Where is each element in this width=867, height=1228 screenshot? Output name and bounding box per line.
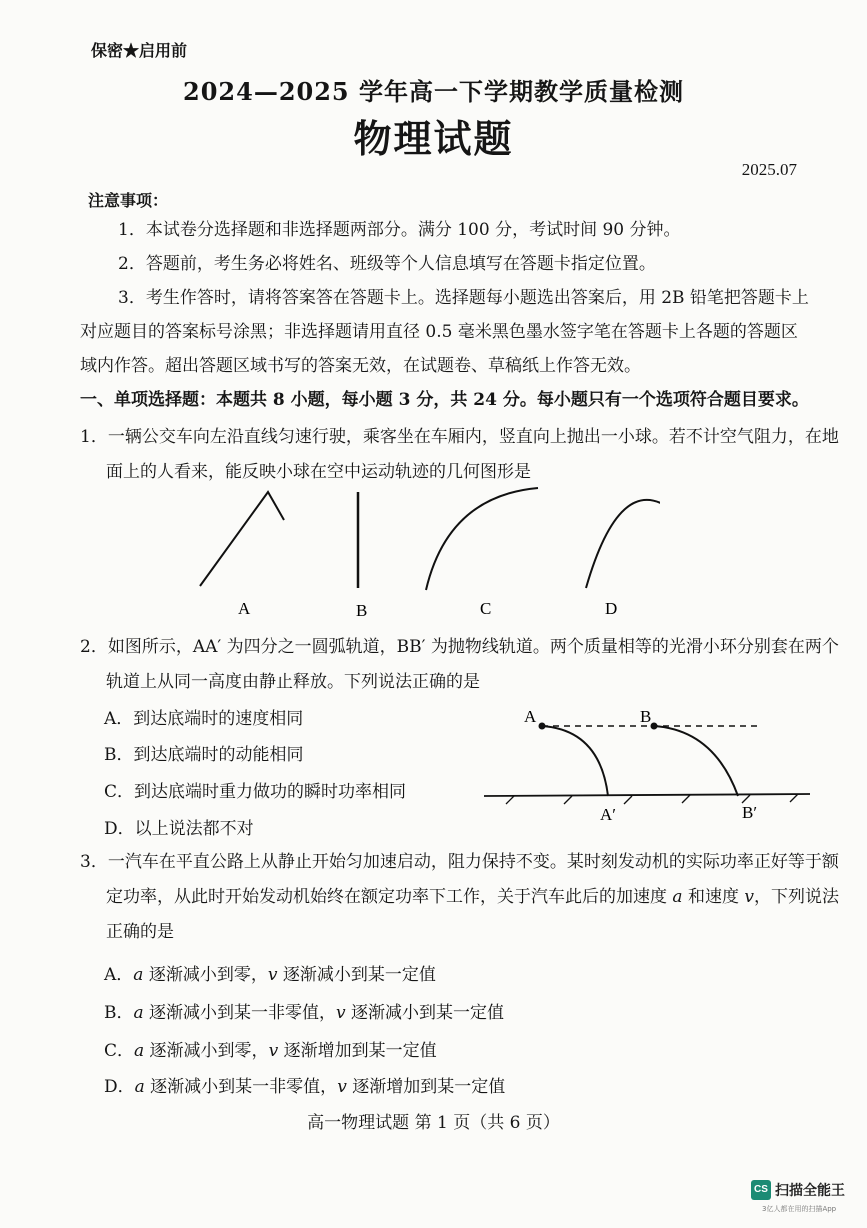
question-number: 1．	[80, 427, 108, 447]
option-d-figure	[586, 500, 660, 588]
option-a-figure	[200, 492, 284, 586]
q3-option-c: C．a 逐渐减小到零，v 逐渐增加到某一定值	[104, 1041, 437, 1061]
label-a-prime: A′	[600, 805, 616, 824]
camscanner-tagline: 3亿人都在用的扫描App	[762, 1205, 837, 1213]
parabola-track	[654, 726, 738, 796]
q2-option-a: A．到达底端时的速度相同	[104, 709, 304, 729]
question-text: 一汽车在平直公路上从静止开始匀加速启动，阻力保持不变。某时刻发动机的实际功率正好等于额定功率，从此时开始发动机始终在额定功率下工作，关于汽车此后的加速度 a 和速度 v，下列说法正确的是	[106, 852, 839, 942]
notice-heading: 注意事项：	[88, 191, 169, 210]
question-2	[80, 630, 841, 700]
camscanner-name: 扫描全能王	[775, 1183, 845, 1199]
notice-item-2: 2．答题前，考生务必将姓名、班级等个人信息填写在答题卡指定位置。	[118, 254, 656, 274]
section-heading: 一、单项选择题：本题共 8 小题，每小题 3 分，共 24 分。每小题只有一个选项符合题目要求。	[80, 390, 809, 410]
question-3	[80, 845, 841, 950]
notice-item-3: 3．考生作答时，请将答案答在答题卡上。选择题每小题选出答案后，用 2B 铅笔把答题卡上对应题目的答案标号涂黑；非选择题请用直径 0.5 毫米黑色墨水签字笔在答题卡上各题的答题区域内作答。超出答题区域书写的答案无效，在试题卷、草稿纸上作答无效。	[80, 288, 809, 376]
notice-item-1: 1．本试卷分选择题和非选择题两部分。满分 100 分，考试时间 90 分钟。	[118, 220, 681, 240]
q2-track-figure	[480, 700, 815, 830]
option-d-label: D	[605, 599, 618, 618]
q2-option-d: D．以上说法都不对	[104, 819, 254, 839]
exam-date: 2025.07	[741, 160, 797, 179]
label-b-prime: B′	[742, 803, 758, 822]
exam-title-subject: 物理试题	[353, 116, 514, 161]
ground-line	[484, 794, 810, 796]
page-footer: 高一物理试题 第 1 页（共 6 页）	[307, 1113, 560, 1133]
camscanner-logo-icon: CS	[751, 1180, 771, 1200]
q3-option-d: D．a 逐渐减小到某一非零值，v 逐渐增加到某一定值	[104, 1077, 506, 1097]
label-b: B	[640, 707, 652, 726]
question-text: 一辆公交车向左沿直线匀速行驶，乘客坐在车厢内，竖直向上抛出一小球。若不计空气阻力，在地面上的人看来，能反映小球在空中运动轨迹的几何图形是	[106, 427, 839, 482]
q2-option-c: C．到达底端时重力做功的瞬时功率相同	[104, 782, 407, 802]
ring-b	[651, 723, 658, 730]
question-number: 2．	[80, 637, 108, 657]
question-number: 3．	[80, 852, 108, 872]
option-c-label: C	[480, 599, 492, 618]
q3-option-b: B．a 逐渐减小到某一非零值，v 逐渐减小到某一定值	[104, 1003, 505, 1023]
confidential-mark: 保密★启用前	[91, 41, 188, 60]
option-a-label: A	[238, 599, 251, 618]
option-c-figure	[426, 488, 538, 590]
q3-option-a: A．a 逐渐减小到零，v 逐渐减小到某一定值	[104, 965, 436, 985]
option-b-label: B	[356, 601, 368, 620]
question-text: 如图所示，AA′ 为四分之一圆弧轨道，BB′ 为抛物线轨道。两个质量相等的光滑小环分别套在两个轨道上从同一高度由静止释放。下列说法正确的是	[106, 637, 839, 692]
quarter-circle-track	[542, 726, 608, 796]
q2-option-b: B．到达底端时的动能相同	[104, 745, 304, 765]
ring-a	[539, 723, 546, 730]
exam-title-line1: 2024—2025 学年高一下学期教学质量检测	[183, 77, 684, 106]
label-a: A	[524, 707, 537, 726]
q1-trajectory-figures	[180, 480, 660, 625]
